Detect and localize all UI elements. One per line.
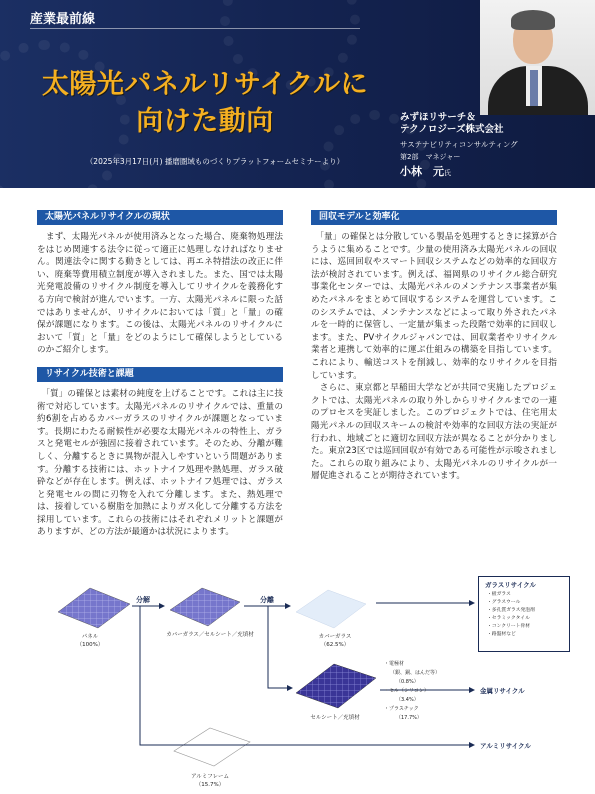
aluminum-frame-label <box>180 773 240 789</box>
section-heading: リサイクル技術と課題 <box>37 367 283 382</box>
section-text: 「質」の確保とは素材の純度を上げることです。これは主に技術で対応しています。太陽光パネルのリサイクルでは、重量の約6割を占めるカバーガラスのリサイクルが課題となっています。長期にわたる耐候性が必要な太陽光パネルの特性上、ガラスと発電セルが強固に接着されています。そのため、分離が難しく、分離するときに異物が混入しやすいという問題があります。分離する技術には、ホットナイフ処理や熱処理、ガラス破砕などが存在します。例えば、ホットナイフ処理では、ガラスと発電セルの間に刃物を入れて分離します。また、熱処理では、接着している樹脂を加熱によりガス化して分離する方法を採用しています。これらの技術にはそれぞれメリットと課題がありますが、どの方法が最適かは状況によります。 <box>37 388 283 538</box>
cover-glass-pct: （62.5%） <box>320 642 350 648</box>
material-item: ・プラスチック <box>384 706 419 712</box>
aluminum-recycling-label: アルミリサイクル <box>480 742 531 750</box>
step-disassemble: 分解 <box>136 596 150 604</box>
cover-glass-name: カバーガラス <box>318 634 352 640</box>
cover-glass-label <box>300 633 370 649</box>
glass-use-item: ・路盤材など <box>487 632 516 637</box>
seminar-note: （2025年3月17日(月) 播磨圏域ものづくりプラットフォームセミナーより） <box>85 157 345 166</box>
category-tag: 産業最前線 <box>30 12 96 27</box>
glass-use-item: ・板ガラス <box>487 592 511 597</box>
material-item: （銀、銅、はんだ等） <box>390 670 441 676</box>
metal-recycling-label: 金属リサイクル <box>480 687 525 695</box>
glass-recycling-title: ガラスリサイクル <box>485 581 536 589</box>
material-item: （0.8%） <box>396 679 419 685</box>
panel-label <box>60 633 120 649</box>
aluminum-pct: （15.7%） <box>195 782 225 788</box>
glass-uses-list <box>479 591 569 639</box>
org-line-1: みずほリサーチ＆ <box>400 112 476 123</box>
material-list <box>384 660 440 723</box>
panel-icon <box>58 588 130 628</box>
author-dept: サステナビリティコンサルティング <box>400 140 518 149</box>
org-line-2: テクノロジーズ株式会社 <box>400 124 504 135</box>
section-text: まず、太陽光パネルが使用済みとなった場合、廃棄物処理法をはじめ関連する法令に従って適正に処理しなければなりません。関連法令に関する動きとしては、再エネ特措法の改正に伴い、廃棄等費用積立制度が導入されました。また、国では太陽光発電設備のリサイクル制度を導入してリサイクルを義務化する方向で検討が進んでいます。一方、太陽光パネルに限った話ではありませんが、リサイクルにおいては「質」と「量」の確保が課題になります。この後は、太陽光パネルのリサイクルにおいて「質」と「量」をどのようにして確保しようとしているのかご紹介します。 <box>37 232 283 356</box>
honorific: 氏 <box>444 169 451 177</box>
section-heading: 太陽光パネルリサイクルの現状 <box>37 210 283 225</box>
title-line-1: 太陽光パネルリサイクルに <box>41 69 369 100</box>
aluminum-name: アルミフレーム <box>190 774 230 780</box>
material-item: （17.7%） <box>396 715 422 721</box>
cover-glass-icon <box>296 590 366 628</box>
material-item: ・電極材 <box>384 661 405 667</box>
panel-name: パネル <box>81 634 99 640</box>
step-separate: 分離 <box>260 596 274 604</box>
cover-sheet-icon <box>170 588 240 626</box>
glass-recycling-box <box>478 576 570 652</box>
name-text: 小林 元 <box>400 165 444 178</box>
arrow-cell-sheet <box>268 606 292 688</box>
material-item: ・セル（シリコン） <box>384 688 429 694</box>
panel-pct: （100%） <box>76 642 104 648</box>
section-heading: 回収モデルと効率化 <box>311 210 557 225</box>
aluminum-frame-icon <box>174 728 250 766</box>
material-item: （3.4%） <box>396 697 419 703</box>
glass-use-item: ・グラスウール <box>487 600 521 605</box>
title-line-2: 向けた動向 <box>136 106 274 137</box>
section-text: さらに、東京都と早稲田大学などが共同で実施したプロジェクトでは、太陽光パネルの取り外しからリサイクルまでの一連のプロセスを実証しました。このプロジェクトでは、住宅用太陽光パネルの回収スキームの検討や効率的な回収方法の実証が行われ、地域ごとに適切な回収方法が異なることが分かりました。東京23区では巡回回収が有効である可能性が示唆されました。これらの取り組みにより、太陽光パネルのリサイクルが一層促進されることが期待されています。 <box>311 383 557 482</box>
glass-use-item: ・セラミックタイル <box>487 616 530 621</box>
section-text: 「量」の確保とは分散している製品を処理するときに採算が合うように集めることです。少量の使用済み太陽光パネルの回収には、巡回回収やスマート回収システムなどの効率的な回収方法が検討されています。例えば、福岡県のリサイクル総合研究事業化センターでは、太陽光パネルのメンテナンス事業者が集めたパネルをまとめて回収するシステムを運営しています。このシステムでは、メンテナンスなどによって取り外されたパネルを一時的に保管し、一定量が集まった段階で効率的に回収します。また、PVサイクルジャパンでは、回収業者やリサイクル業者と連携して効率的に運ぶ仕組みの構築を目指しています。これにより、輸送コストを削減し、効率的なリサイクルを目指しています。 <box>311 232 557 381</box>
cell-sheet-label: セルシート／充填材 <box>310 715 360 721</box>
cell-sheet-icon <box>296 664 376 708</box>
author-role: 第2部 マネジャー <box>400 153 461 161</box>
glass-use-item: ・コンクリート骨材 <box>487 624 531 629</box>
glass-use-item: ・多孔質ガラス発泡剤 <box>487 608 535 613</box>
cover-sheet-label: カバーガラス／セルシート／充填材 <box>166 632 254 638</box>
